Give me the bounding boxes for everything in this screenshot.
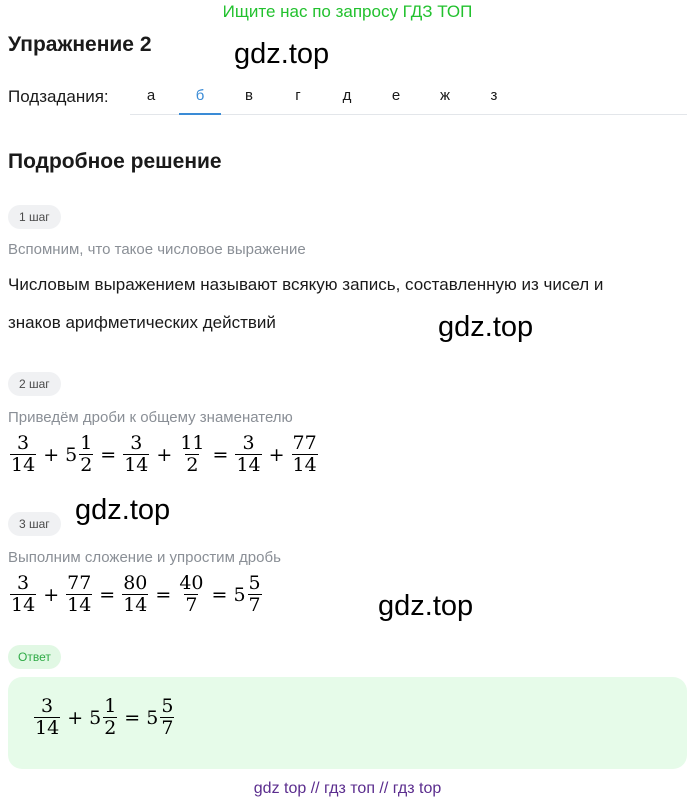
plus-sign: +: [43, 443, 60, 466]
tab-g[interactable]: г: [295, 87, 301, 104]
watermark: gdz.top: [378, 590, 474, 622]
mixed-whole: 5: [146, 706, 159, 729]
fraction: $\frac{80}{14}$: [123, 572, 148, 616]
step-text-line: знаков арифметических действий: [8, 313, 276, 332]
fraction: $\frac{5}{7}$: [248, 572, 261, 616]
equals-sign: =: [155, 583, 172, 606]
tab-e[interactable]: е: [391, 87, 401, 104]
tab-b[interactable]: б: [179, 78, 221, 114]
search-banner: Ищите нас по запросу ГДЗ ТОП: [222, 2, 473, 21]
fraction: $\frac{1}{2}$: [104, 695, 117, 739]
tab-d[interactable]: д: [342, 87, 352, 104]
equals-sign: =: [124, 706, 141, 729]
step-badge: 2 шаг: [8, 372, 61, 396]
mixed-whole: 5: [89, 706, 102, 729]
section-heading: Подробное решение: [8, 150, 222, 173]
plus-sign: +: [268, 443, 285, 466]
fraction: $\frac{3}{14}$: [11, 572, 36, 616]
fraction: $\frac{3}{14}$: [11, 432, 36, 476]
fraction: $\frac{3}{14}$: [35, 695, 60, 739]
fraction: $\frac{40}{7}$: [179, 572, 204, 616]
step-badge: 1 шаг: [8, 205, 61, 229]
fraction: $\frac{77}{14}$: [292, 432, 317, 476]
plus-sign: +: [67, 706, 84, 729]
step-formula: [8, 573, 264, 616]
equals-sign: =: [212, 443, 229, 466]
tab-z[interactable]: з: [490, 87, 498, 104]
fraction: $\frac{3}{14}$: [124, 432, 149, 476]
watermark: gdz.top: [438, 311, 534, 343]
equals-sign: =: [99, 583, 116, 606]
step-caption: Вспомним, что такое числовое выражение: [8, 241, 306, 258]
watermark: gdz.top: [75, 494, 171, 526]
tab-v[interactable]: в: [245, 87, 253, 104]
mixed-whole: 5: [65, 443, 78, 466]
fraction: $\frac{77}{14}$: [67, 572, 92, 616]
step-badge: 3 шаг: [8, 512, 61, 536]
step-formula: [8, 433, 320, 476]
tab-zh[interactable]: ж: [439, 87, 451, 104]
fraction: $\frac{3}{14}$: [236, 432, 261, 476]
fraction: $\frac{5}{7}$: [161, 695, 174, 739]
step-text-line: Числовым выражением называют всякую запись, составленную из чисел и: [8, 275, 604, 294]
step-caption: Выполним сложение и упростим дробь: [8, 549, 281, 566]
step-caption: Приведём дроби к общему знаменателю: [8, 409, 293, 426]
tab-a[interactable]: а: [146, 87, 156, 104]
mixed-whole: 5: [233, 583, 246, 606]
page-title: Упражнение 2: [8, 33, 152, 56]
answer-badge: Ответ: [8, 645, 61, 669]
subtasks-label: Подзадания:: [8, 87, 109, 106]
footer-links: gdz top // гдз топ // гдз top: [253, 780, 442, 797]
plus-sign: +: [156, 443, 173, 466]
plus-sign: +: [43, 583, 60, 606]
watermark: gdz.top: [234, 38, 330, 70]
answer-formula: [32, 696, 176, 739]
fraction: $\frac{11}{2}$: [180, 432, 205, 476]
equals-sign: =: [211, 583, 228, 606]
equals-sign: =: [100, 443, 117, 466]
subtask-tabs: [130, 78, 687, 115]
fraction: $\frac{1}{2}$: [80, 432, 93, 476]
